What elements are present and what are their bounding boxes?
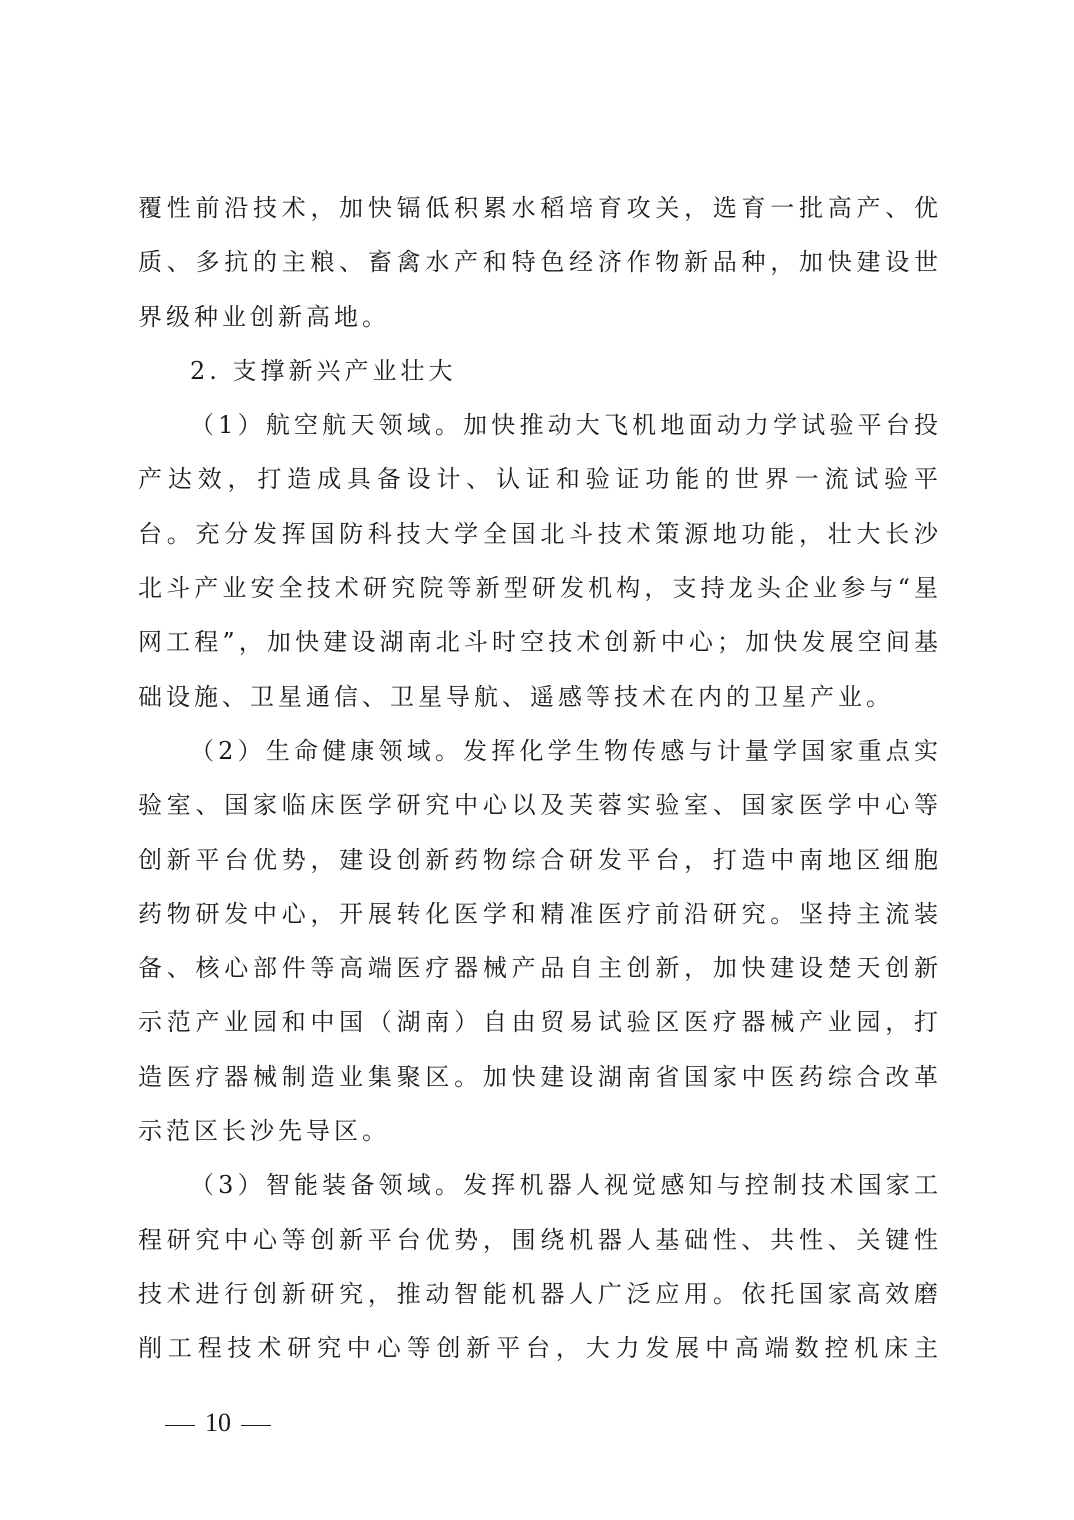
text-line: 创新平台优势，建设创新药物综合研发平台，打造中南地区细胞 [138,845,938,874]
text-line: 药物研发中心，开展转化医学和精准医疗前沿研究。坚持主流装 [138,899,938,928]
text-line: 界级种业创新高地。 [138,302,390,331]
text-line: 程研究中心等创新平台优势，围绕机器人基础性、共性、关键性 [138,1225,938,1254]
text-line: 备、核心部件等高端医疗器械产品自主创新，加快建设楚天创新 [138,954,938,983]
footer-dash-right [241,1425,271,1426]
text-line: 造医疗器械制造业集聚区。加快建设湖南省国家中医药综合改革 [138,1062,938,1091]
body-text [138,181,938,1376]
page-number: 10 [205,1408,231,1437]
text-line: 台。充分发挥国防科技大学全国北斗技术策源地功能，壮大长沙 [138,519,938,548]
text-line: 质、多抗的主粮、畜禽水产和特色经济作物新品种，加快建设世 [138,248,938,277]
paragraph-start: （1）航空航天领域。加快推动大飞机地面动力学试验平台投 [190,411,938,440]
text-line: 产达效，打造成具备设计、认证和验证功能的世界一流试验平 [138,465,938,494]
footer-dash-left [165,1425,195,1426]
paragraph-start: （2）生命健康领域。发挥化学生物传感与计量学国家重点实 [190,736,938,765]
text-line: 削工程技术研究中心等创新平台，大力发展中高端数控机床主 [138,1334,938,1363]
page-footer [155,1408,281,1438]
text-line: 示范区长沙先导区。 [138,1117,390,1146]
paragraph-start: （3）智能装备领域。发挥机器人视觉感知与控制技术国家工 [190,1171,938,1200]
text-line: 础设施、卫星通信、卫星导航、遥感等技术在内的卫星产业。 [138,682,894,711]
section-heading: 2. 支撑新兴产业壮大 [190,356,457,385]
text-line: 北斗产业安全技术研究院等新型研发机构，支持龙头企业参与“星 [138,574,938,603]
text-line: 示范产业园和中国（湖南）自由贸易试验区医疗器械产业园，打 [138,1008,938,1037]
text-line: 验室、国家临床医学研究中心以及芙蓉实验室、国家医学中心等 [138,791,938,820]
text-line: 网工程”，加快建设湖南北斗时空技术创新中心；加快发展空间基 [138,628,938,657]
text-line: 覆性前沿技术，加快镉低积累水稻培育攻关，选育一批高产、优 [138,194,938,222]
text-line: 技术进行创新研究，推动智能机器人广泛应用。依托国家高效磨 [138,1279,938,1308]
